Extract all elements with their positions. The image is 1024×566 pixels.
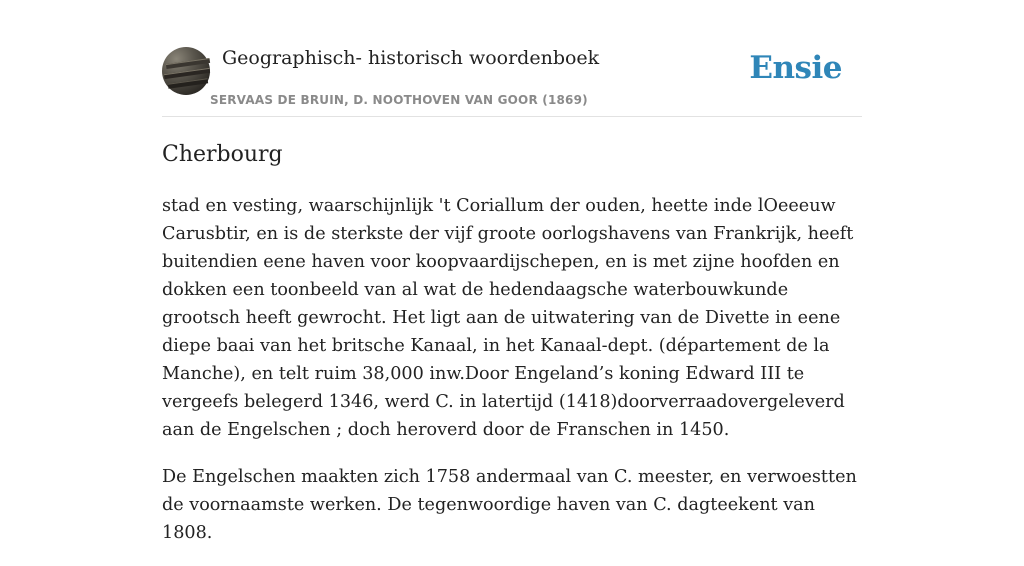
header xyxy=(162,0,862,117)
entry-title: Cherbourg xyxy=(162,142,283,167)
book-spine-decoration xyxy=(164,68,210,79)
ensie-logo-link[interactable]: Ensie xyxy=(749,50,842,86)
book-spine-decoration xyxy=(166,58,210,69)
book-spine-decoration xyxy=(168,78,208,89)
book-title-link[interactable]: Geographisch- historisch woordenboek xyxy=(222,47,600,69)
book-authors: SERVAAS DE BRUIN, D. NOOTHOVEN VAN GOOR (1869) xyxy=(210,93,588,107)
entry-body xyxy=(162,192,868,566)
entry-paragraph: De Engelschen maakten zich 1758 andermaal van C. meester, en verwoestten de voornaamste werken. De tegenwoordige haven van C. dagteekent van 1808. xyxy=(162,467,857,543)
book-cover-avatar[interactable] xyxy=(162,47,210,95)
entry-paragraph: stad en vesting, waarschijnlijk 't Coriallum der ouden, heette inde lOeeeuw Carusbtir, en is de sterkste der vijf groote oorlogshavens van Frankrijk, heeft buitendien eene haven voor koopvaardijschepen, en is met zijne hoofden en dokken een toonbeeld van al wat de hedendaagsche waterbouwkunde grootsch heeft gewrocht. Het ligt aan de uitwatering van de Divette in eene diepe baai van het britsche Kanaal, in het Kanaal-dept. (département de la Manche), en telt ruim 38,000 inw.Door Engeland’s koning Edward III te vergeefs belegerd 1346, werd C. in latertijd (1418)doorverraadovergeleverd aan de Engelschen ; doch heroverd door de Franschen in 1450. xyxy=(162,196,854,440)
